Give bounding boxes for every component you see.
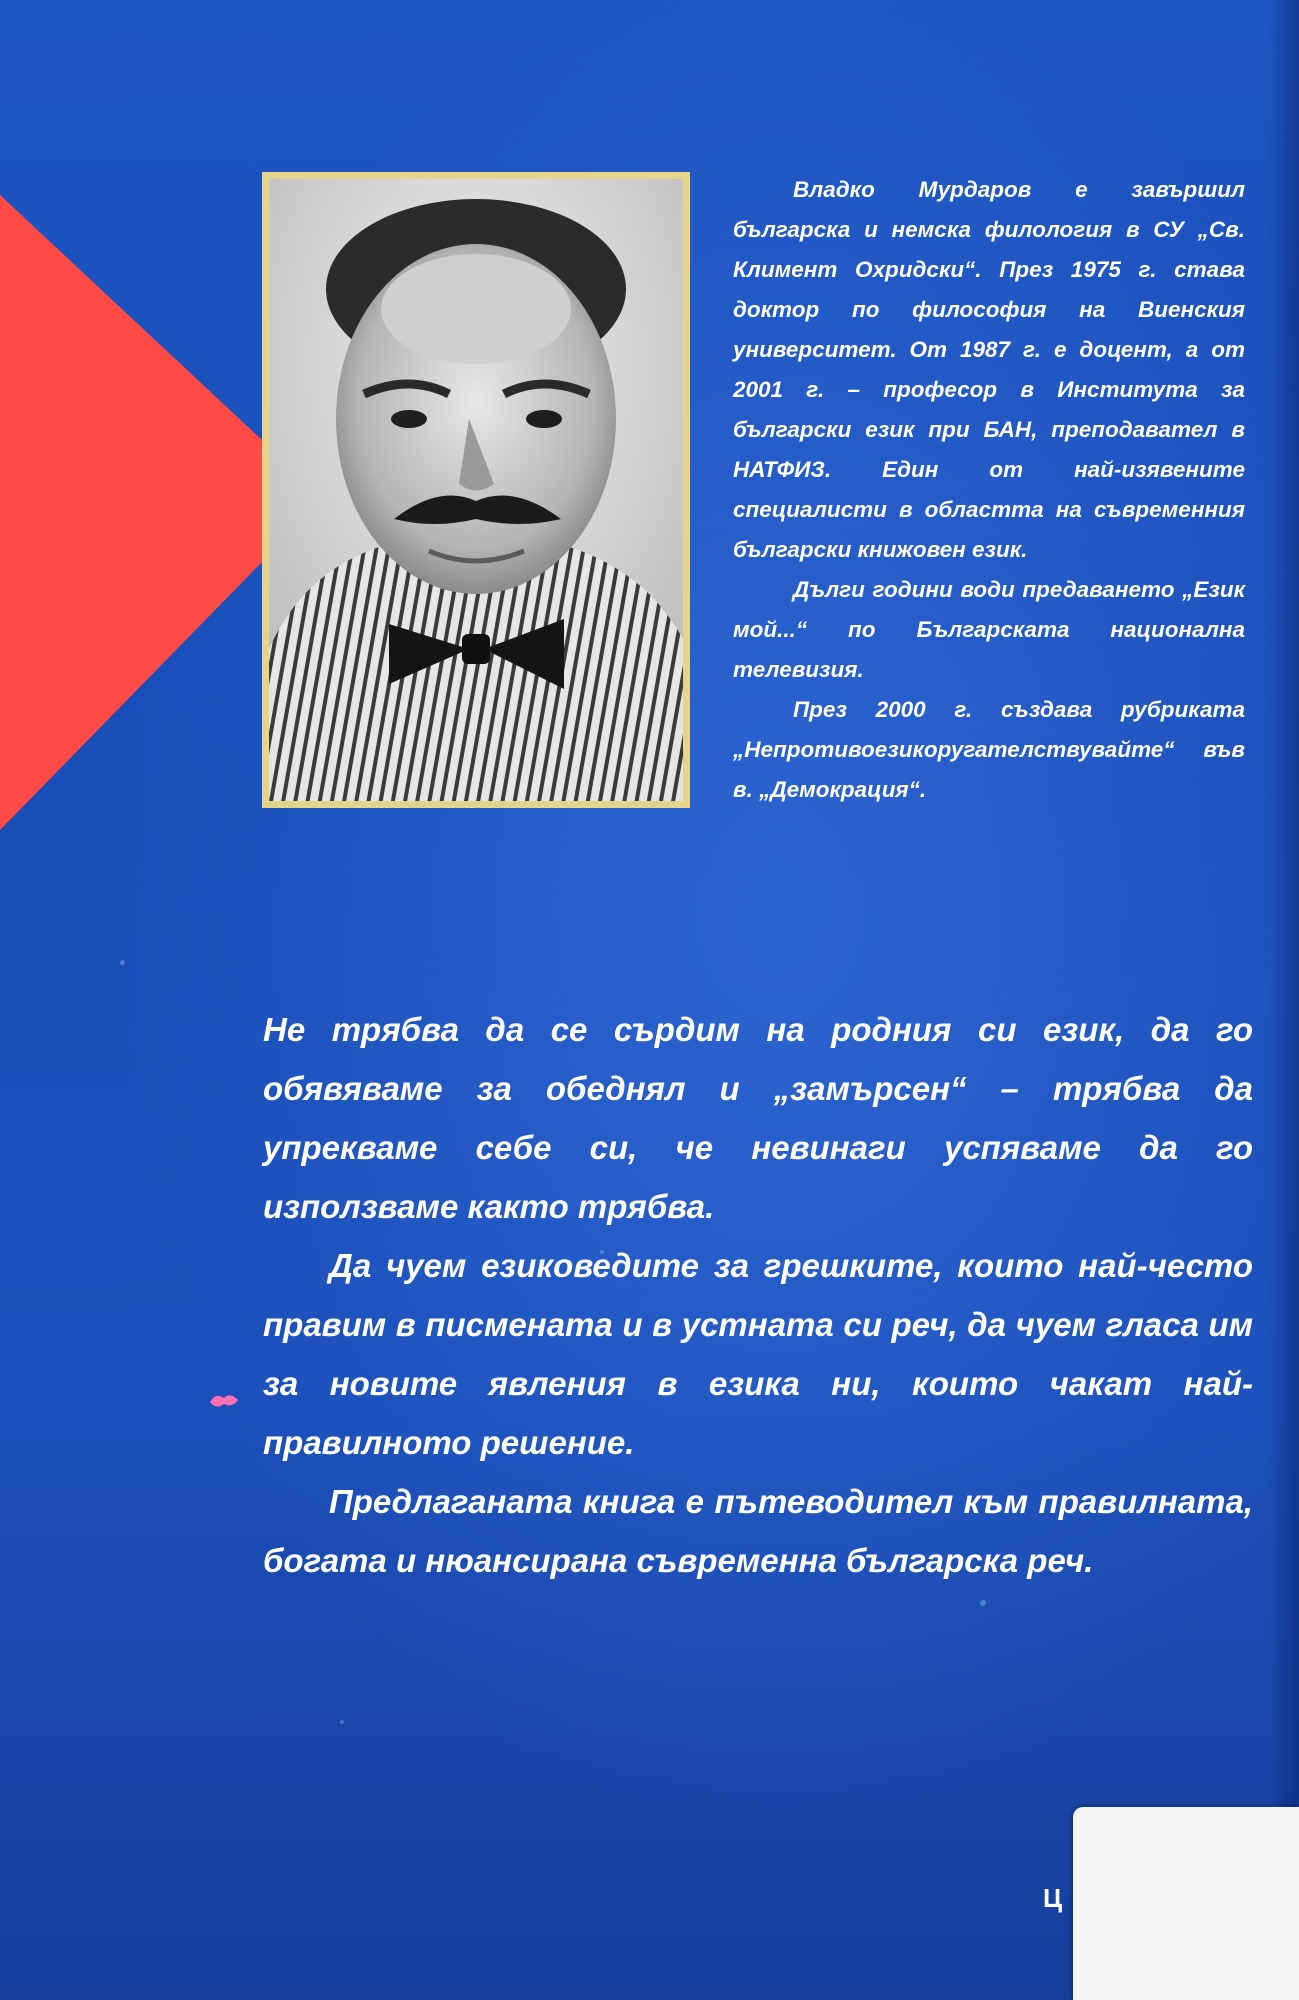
- author-photo: [269, 179, 683, 801]
- price-sticker: [1073, 1807, 1299, 2000]
- blurb-paragraph: Не трябва да се сърдим на родния си език, да го обявяваме за обеднял и „замърсен“ – трябва да упрекваме себе си, че невинаги успяваме да го използваме както трябва.: [263, 1011, 1253, 1225]
- price-label: Ц: [1043, 1883, 1062, 1913]
- author-photo-frame: [262, 172, 690, 808]
- spine-edge: [1269, 0, 1299, 2000]
- bio-paragraph: През 2000 г. създава рубриката „Непротивоезикоругателствувайте“ във в. „Демокрация“.: [733, 697, 1245, 802]
- book-blurb: [263, 1000, 1253, 1590]
- bio-paragraph: Владко Мурдаров е завършил българска и немска филология в СУ „Св. Климент Охридски“. През 1975 г. става доктор по философия на Виенския университет. От 1987 г. е доцент, а от 2001 г. – професор в Института за български език при БАН, преподавател в НАТФИЗ. Един от най-изявените специалисти в областта на съвременния български книжовен език.: [733, 177, 1245, 562]
- blurb-paragraph: Предлаганата книга е пътеводител към правилната, богата и нюансирана съвременна българска реч.: [263, 1483, 1253, 1579]
- ink-mark-decoration: [208, 1390, 242, 1412]
- blurb-paragraph: Да чуем езиковедите за грешките, които най-често правим в писмената и в устната си реч, да чуем гласа им за новите явления в езика ни, които чакат най-правилното решение.: [263, 1247, 1253, 1461]
- author-biography: [733, 170, 1245, 810]
- bio-paragraph: Дълги години води предаването „Език мой...“ по Българската национална телевизия.: [733, 577, 1245, 682]
